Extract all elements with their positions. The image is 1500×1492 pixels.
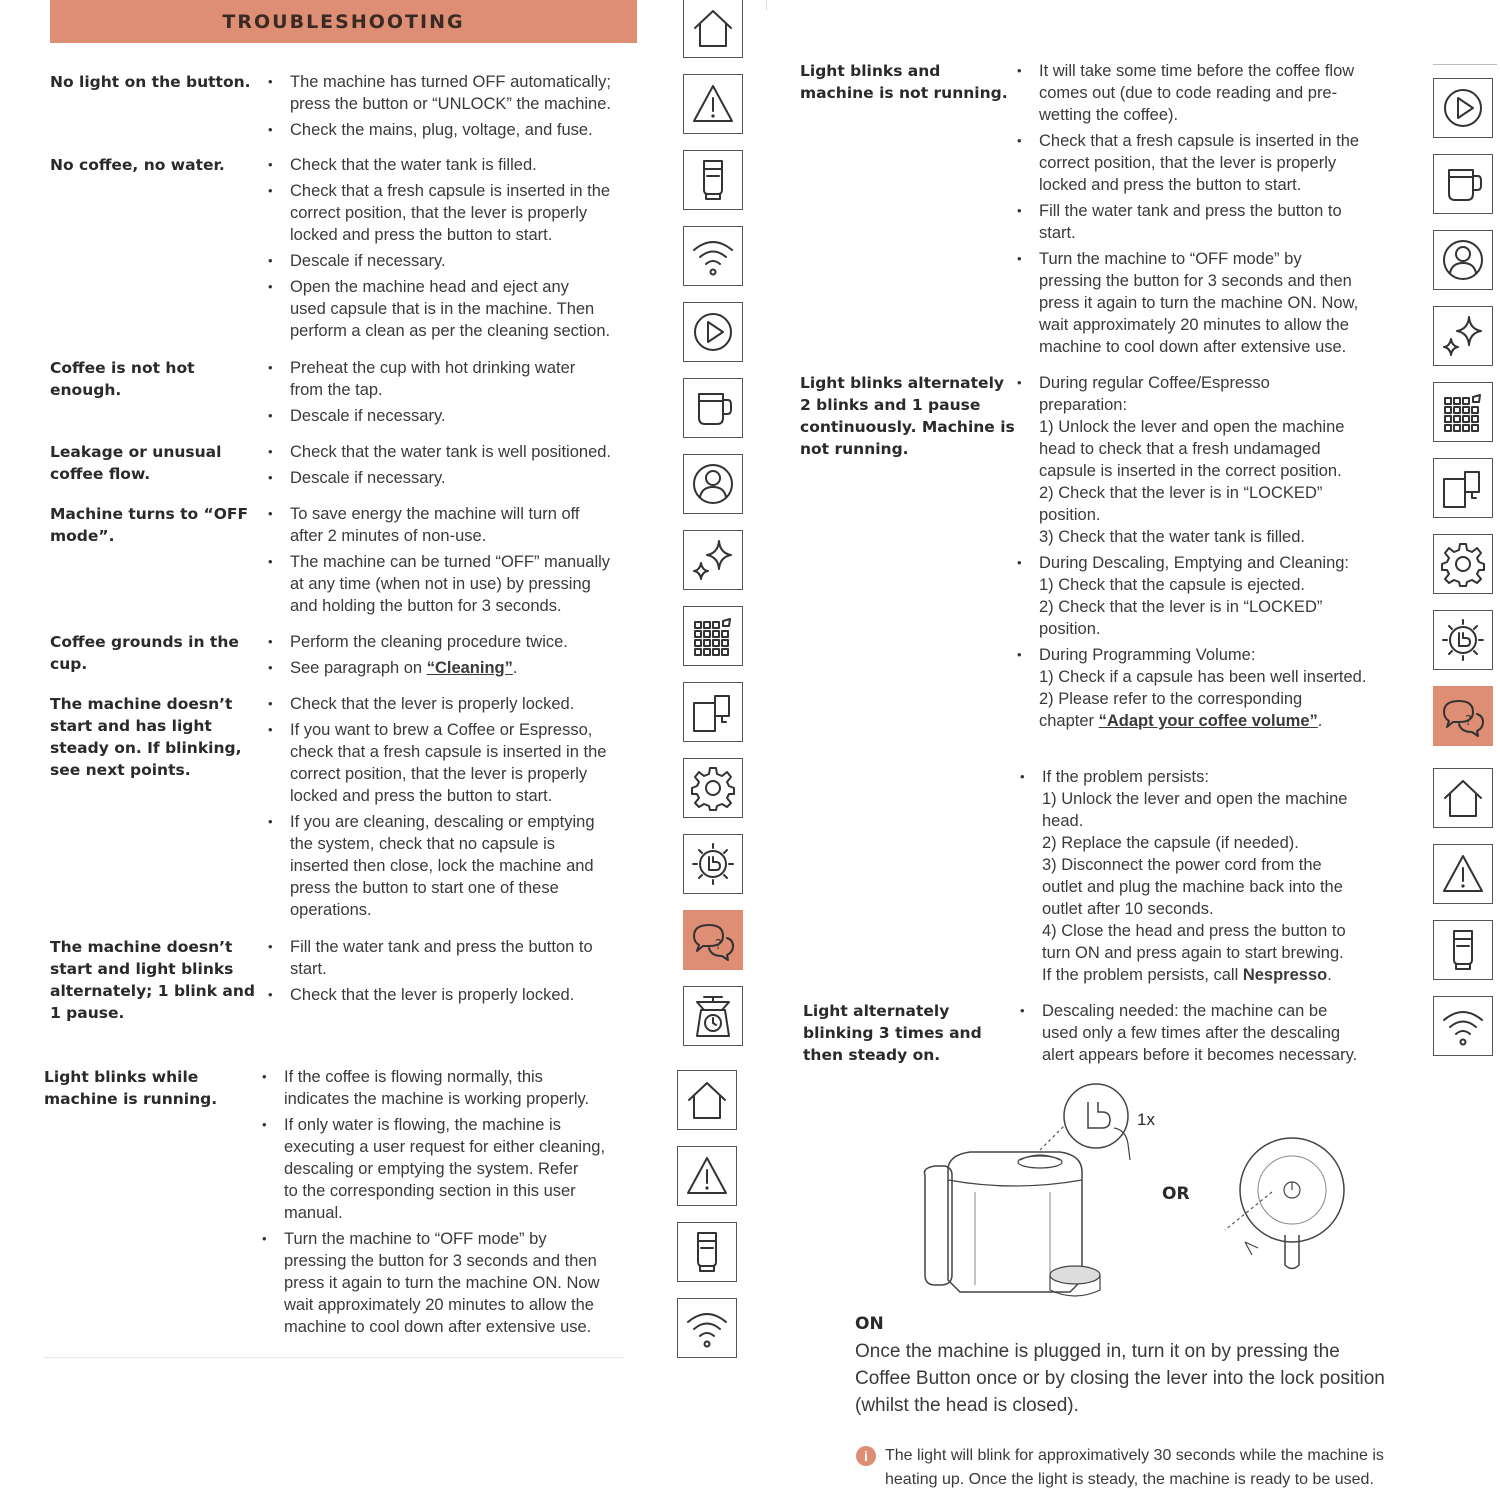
descale-nav-button[interactable] [683,682,743,742]
bullet: • If you are cleaning, descaling or emptying the system, check that no capsule is inserted then close, lock the machine and press the button to start one of these operations. [268,811,648,921]
home-nav-button[interactable] [1433,768,1493,828]
row-label: Leakage or unusual coffee flow. [50,443,222,483]
programming-suffix: . [1317,712,1323,730]
warning-nav-button[interactable] [677,1146,737,1206]
play-icon [689,308,737,356]
bullet: • If the coffee is flowing normally, this indicates the machine is working properly. [262,1066,652,1110]
row-bullets [1017,60,1407,362]
info-icon: i [856,1446,876,1466]
home-icon [1439,774,1487,822]
gear-nav-button[interactable] [1433,534,1493,594]
on-title: ON [855,1314,884,1334]
row-bullets [262,1066,652,1342]
bullet: • It will take some time before the coffee flow comes out (due to code reading and pre- wetting the coffee). [1017,60,1407,126]
bullet: • Check the mains, plug, voltage, and fuse. [268,119,648,141]
bullet: • Turn the machine to “OFF mode” by pressing the button for 3 seconds and then press it again to turn the machine ON. Now, wait approximately 20 minutes to allow the machine to cool down after extensive use. [1017,248,1407,358]
svg-text:?: ? [1465,714,1472,729]
power-nav-button[interactable] [1433,610,1493,670]
bullet: • Fill the water tank and press the button to start. [268,936,648,980]
row-bullets [268,441,648,493]
power-nav-button[interactable] [683,834,743,894]
persists-suffix: . [1327,966,1332,984]
cup-icon [1439,160,1487,208]
bullet: • To save energy the machine will turn off after 2 minutes of non-use. [268,503,648,547]
gear-icon [1439,540,1487,588]
row-bullets [1020,1000,1410,1070]
user-icon [689,460,737,508]
chat-help-icon [689,916,737,964]
chat-help-nav-button[interactable] [683,910,743,970]
bullet: • Check that the lever is properly locked. [268,693,648,715]
descale-icon [689,688,737,736]
row-bullets [268,693,648,925]
bullet: • Open the machine head and eject any used capsule that is in the machine. Then perform a clean as per the cleaning section. [268,276,648,342]
or-label: OR [1162,1184,1190,1204]
home-nav-button[interactable] [683,0,743,58]
row-bullets [268,631,648,683]
press-count: 1x [1137,1110,1155,1129]
row-label: The machine doesn’t start and light blinks alternately; 1 blink and 1 pause. [50,938,255,1022]
bullet: • If only water is flowing, the machine is executing a user request for either cleaning, descaling or emptying the system. Refer to the corresponding section in this user manual. [262,1114,652,1224]
row-bullets [268,71,648,145]
cleaning-prefix: See paragraph on [290,659,427,677]
descale-icon [1439,464,1487,512]
warning-nav-button[interactable] [1433,844,1493,904]
row-label: Coffee grounds in the cup. [50,633,239,673]
row-label: Coffee is not hot enough. [50,359,195,399]
machine-icon [689,156,737,204]
svg-text:?: ? [715,938,722,953]
sparkle-icon [689,536,737,584]
bullet: • Descale if necessary. [268,405,648,427]
wifi-icon [689,232,737,280]
home-icon [683,1076,731,1124]
bullet: • Check that the water tank is filled. [268,154,648,176]
row-label: No coffee, no water. [50,156,225,174]
on-text: Once the machine is plugged in, turn it on by pressing the Coffee Button once or by closing the lever into the lock position (whilst the head is closed). [855,1341,1385,1416]
warning-icon [683,1152,731,1200]
power-icon [689,840,737,888]
wifi-nav-button[interactable] [677,1298,737,1358]
row-label: The machine doesn’t start and has light steady on. If blinking, see next points. [50,695,242,779]
capsules-icon [1439,388,1487,436]
row-label: Light blinks while machine is running. [44,1068,218,1108]
warning-icon [1439,850,1487,898]
bullet: • Turn the machine to “OFF mode” by pressing the button for 3 seconds and then press it again to turn the machine ON. Now wait approximately 20 minutes to allow the machine to cool down after extensive use. [262,1228,652,1338]
bullet-programming [1017,644,1407,732]
play-icon [1439,84,1487,132]
user-nav-button[interactable] [683,454,743,514]
capsules-nav-button[interactable] [1433,382,1493,442]
wifi-icon [683,1304,731,1352]
row-label: Light blinks alternately 2 blinks and 1 pause continuously. Machine is not running. [800,374,1015,458]
cup-nav-button[interactable] [1433,154,1493,214]
row-bullets [268,357,648,431]
adapt-volume-link[interactable]: “Adapt your coffee volume” [1098,712,1318,730]
machine-icon [683,1228,731,1276]
home-nav-button[interactable] [677,1070,737,1130]
row-bullets [268,154,648,346]
programming-text: During Programming Volume: 1) Check if a capsule has been well inserted. 2) Please refer to the corresponding chapter [1039,646,1367,730]
wifi-nav-button[interactable] [1433,996,1493,1056]
chat-help-nav-button[interactable] [1433,686,1493,746]
row-bullets [1017,372,1407,736]
bullet: • Check that a fresh capsule is inserted in the correct position, that the lever is properly locked and press the button to start. [1017,130,1407,196]
bullet: • The machine has turned OFF automatically; press the button or “UNLOCK” the machine. [268,71,648,115]
page-cut-divider [44,1357,624,1358]
row-label: No light on the button. [50,73,251,91]
bullet: • Descale if necessary. [268,250,648,272]
scale-nav-button[interactable] [683,986,743,1046]
bullet: • Perform the cleaning procedure twice. [268,631,648,653]
sparkle-nav-button[interactable] [683,530,743,590]
row-bullets [268,936,648,1010]
row-label: Light alternately blinking 3 times and then steady on. [803,1002,982,1064]
gear-icon [689,764,737,812]
machine-nav-button[interactable] [1433,920,1493,980]
warning-nav-button[interactable] [683,74,743,134]
wifi-icon [1439,1002,1487,1050]
user-icon [1439,236,1487,284]
bullet: • Check that a fresh capsule is inserted in the correct position, that the lever is properly locked and press the button to start. [268,180,648,246]
gear-nav-button[interactable] [683,758,743,818]
machine-nav-button[interactable] [677,1222,737,1282]
scale-icon [689,992,737,1040]
warning-icon [689,80,737,128]
strip-divider [1433,64,1497,65]
persists-brand: Nespresso [1242,966,1328,984]
bullet: • Fill the water tank and press the button to start. [1017,200,1407,244]
bullet-cleaning [268,657,648,679]
bullet: • Descale if necessary. [268,467,648,489]
sparkle-icon [1439,312,1487,360]
wifi-nav-button[interactable] [683,226,743,286]
cleaning-suffix: . [512,659,518,677]
bullet: • Descaling needed: the machine can be used only a few times after the descaling alert appears before it becomes necessary. [1020,1000,1410,1066]
bullet: • The machine can be turned “OFF” manually at any time (when not in use) by pressing and holding the button for 3 seconds. [268,551,648,617]
page-divider [766,0,767,10]
bullet: • During regular Coffee/Espresso preparation: 1) Unlock the lever and open the machine head to check that a fresh undamaged capsule is inserted in the correct position. 2) Check that the lever is in “LOCKED” position. 3) Check that the water tank is filled. [1017,372,1407,548]
capsules-icon [689,612,737,660]
play-nav-button[interactable] [683,302,743,362]
bullet-persists [1020,766,1410,986]
machine-nav-button[interactable] [683,150,743,210]
bullet: • During Descaling, Emptying and Cleaning: 1) Check that the capsule is ejected. 2) Check that the lever is in “LOCKED” position. [1017,552,1407,640]
cup-nav-button[interactable] [683,378,743,438]
bullet: • Check that the lever is properly locked. [268,984,648,1006]
on-note: The light will blink for approximatively 30 seconds while the machine is heating up. Once the light is steady, the machine is ready to be used. [885,1447,1384,1488]
bullet: • If you want to brew a Coffee or Espresso, check that a fresh capsule is inserted in the correct position, that the lever is properly locked and press the button to start. [268,719,648,807]
user-nav-button[interactable] [1433,230,1493,290]
row-bullets [268,503,648,621]
cleaning-link[interactable]: “Cleaning” [426,659,513,677]
bullet: • Preheat the cup with hot drinking water from the tap. [268,357,648,401]
play-nav-button[interactable] [1433,78,1493,138]
persists-bullets [1020,766,1410,990]
bullet: • Check that the water tank is well positioned. [268,441,648,463]
capsules-nav-button[interactable] [683,606,743,666]
chat-help-icon [1439,692,1487,740]
cup-icon [689,384,737,432]
persists-text: If the problem persists: 1) Unlock the lever and open the machine head. 2) Replace the capsule (if needed). 3) Disconnect the power cord from the outlet and plug the machine back into the outlet after 10 seconds. 4) Close the head and press the button to turn ON and press again to start brewing. If the problem persists, call [1042,768,1348,984]
machine-icon [1439,926,1487,974]
row-label: Machine turns to “OFF mode”. [50,505,249,545]
troubleshooting-banner: TROUBLESHOOTING [50,0,637,43]
home-icon [689,4,737,52]
descale-nav-button[interactable] [1433,458,1493,518]
machine-illustration [900,1080,1370,1310]
sparkle-nav-button[interactable] [1433,306,1493,366]
power-icon [1439,616,1487,664]
row-label: Light blinks and machine is not running. [800,62,1008,102]
